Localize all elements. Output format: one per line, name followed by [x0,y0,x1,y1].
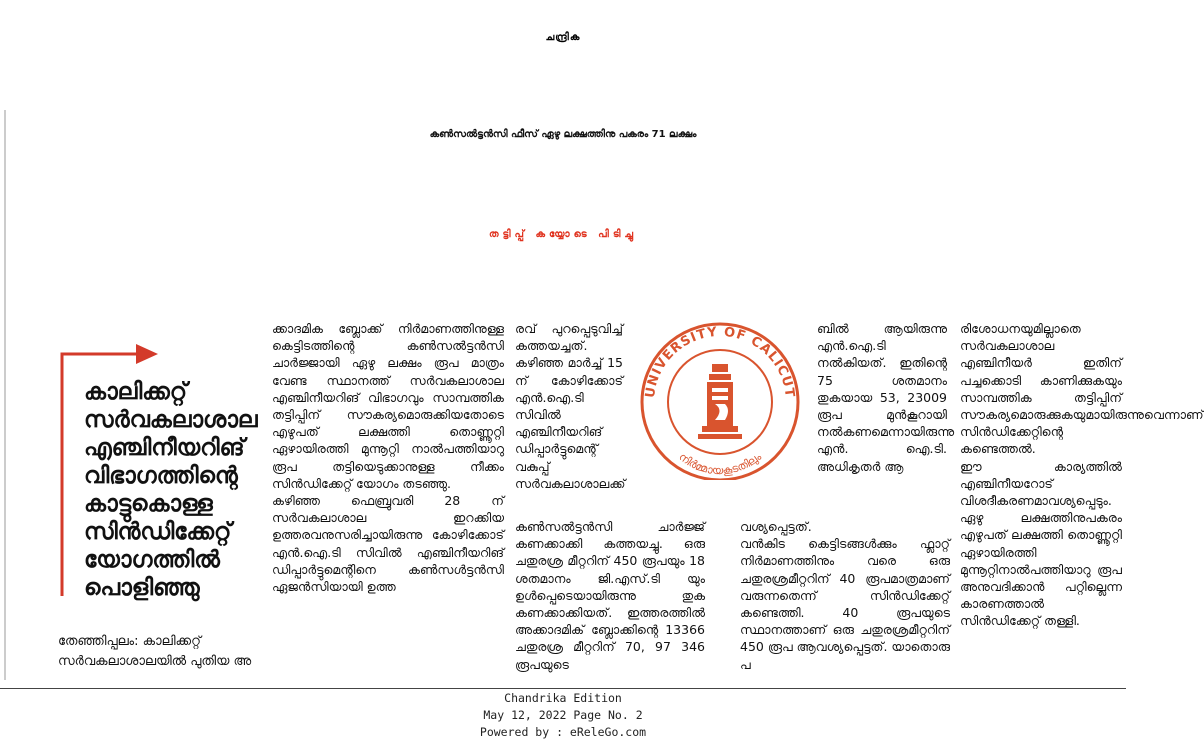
footer-powered-by: Powered by : eReleGo.com [479,725,647,739]
footer [0,690,1126,741]
article-column-1: ക്കാദമിക ബ്ലോക്ക് നിർമാണത്തിനുള്ള കെട്ടിടത്തിന്റെ കൺസൽട്ടൻസി ചാർജ്ജായി ഏഴു ലക്ഷം രൂപ മാത്രം വേണ്ട സ്ഥാനത്ത് സർവകലാശാല എഞ്ചിനീയറിങ് വിഭാഗവും സാമ്പത്തിക തട്ടിപ്പിന് സൗകര്യമൊരുക്കിയതോടെ എഴുപത് ലക്ഷത്തി തൊണ്ണൂറ്റി ഏഴായിരത്തി മുന്നൂറ്റി നാൽപത്തിയാറു രൂപ തട്ടിയെടുക്കാനുള്ള നീക്കം സിൻഡിക്കേറ്റ് യോഗം തടഞ്ഞു. കഴിഞ്ഞ ഫെബ്രുവരി 28 ന് സർവകലാശാല ഇറക്കിയ ഉത്തരവനുസരിച്ചായിരുന്നു കോഴിക്കോട് എൻ.ഐ.ടി സിവിൽ എഞ്ചിനീയറിങ് ഡിപ്പാർട്ടുമെന്റിനെ കൺസൾട്ടൻസി ഏജൻസിയായി ഉത്ത [272,321,504,595]
deck-subheadline: കാലിക്കറ്റ് സർവകലാശാല എഞ്ചിനീയറിങ് വിഭാഗത്തിന്റെ കാട്ടുകൊള്ള സിൻഡിക്കേറ്റ് യോഗത്തിൽ പൊളിഞ്ഞു [84,379,258,601]
university-seal-icon [632,320,807,480]
main-headline: തട്ടിപ്പ് കയ്യോടെ പിടിച്ചു [488,229,638,240]
article-column-2-bottom: കൺസൽട്ടൻസി ചാർജ്ജ് കണക്കാക്കി കത്തയച്ചു. ഒരു ചതുരശ്ര മീറ്ററിന് 450 രൂപയും 18 ശതമാനം ജി.എസ്.ടി യും ഉൾപ്പെടെയായിരുന്നു തുക കണക്കാക്കിയത്. ഇത്തരത്തിൽ അക്കാദമിക് ബ്ലോക്കിന്റെ 13366 ചതുരശ്ര മീറ്ററിന് 70, 97 346 രൂപയുടെ [515,519,705,672]
dateline-text: തേഞ്ഞിപ്പലം: കാലിക്കറ്റ് സർവകലാശാലയിൽ പുതിയ അ [58,634,252,669]
footer-date-page: May 12, 2022 Page No. 2 [483,708,643,722]
seal-top-text: UNIVERSITY OF CALICUT [642,324,797,399]
article-column-3-top: ബിൽ ആയിരുന്നു എൻ.ഐ.ടി നൽകിയത്. ഇതിന്റെ 75 ശതമാനം തുകയായ 53, 23009 രൂപ മുൻകൂറായി നൽകണമെന്നായിരുന്നു എൻ. ഐ.ടി. അധികൃതർ ആ [817,321,955,474]
masthead-logo: ചന്ദ്രിക [545,32,581,43]
article-column-2-top: രവ് പുറപ്പെടുവിച്ച് കത്തയച്ചത്. കഴിഞ്ഞ മാർച്ച് 15 ന് കോഴിക്കോട് എൻ.ഐ.ടി സിവിൽ എഞ്ചിനീയറിങ് ഡിപ്പാർട്ടുമെന്റ് വകുപ്പ് സർവകലാശാലക്ക് [515,321,626,491]
article-column-4: രിശോധനയുമില്ലാതെ സർവകലാശാല എഞ്ചിനീയർ ഇതിന് പച്ചക്കൊടി കാണിക്കുകയും സാമ്പത്തിക തട്ടിപ്പിന് സൗകര്യമൊരുക്കുകയുമായിരുന്നുവെന്നാണ് സിൻഡിക്കേറ്റിന്റെ കണ്ടെത്തൽ. ഈ കാര്യത്തിൽ എഞ്ചിനീയറോട് വിശദീകരണമാവശ്യപ്പെടും. ഏഴു ലക്ഷത്തിനുപകരം എഴുപത് ലക്ഷത്തി തൊണ്ണൂറ്റി ഏഴായിരത്തി മുന്നൂറ്റിനാൽപത്തിയാറു രൂപ അനുവദിക്കാൻ പറ്റില്ലെന്ന കാരണത്താൽ സിൻഡിക്കേറ്റ് തള്ളി. [960,321,1204,629]
left-rule [4,110,6,680]
footer-edition: Chandrika Edition [504,691,622,705]
article-column-3-bottom: വശ്യപ്പെട്ടത്. വൻകിട കെട്ടിടങ്ങൾക്കും ഫ്ലാറ്റ് നിർമാണത്തിനും വരെ ഒരു ചതുരശ്രമീറ്ററിന് 40 രൂപമാത്രമാണ് വരുന്നതെന്ന് സിൻഡിക്കേറ്റ് കണ്ടെത്തി. 40 രൂപയുടെ സ്ഥാനത്താണ് ഒരു ചതുരശ്രമീറ്ററിന് 450 രൂപ ആവശ്യപ്പെട്ടത്. യാതൊരു പ [740,519,950,672]
kicker-headline: കൺസൽട്ടൻസി ഫീസ് ഏഴു ലക്ഷത്തിനു പകരം 71 ലക്ഷം [429,129,697,140]
seal-bottom-text: നിർമ്മായകൂടതിലും [676,450,764,478]
footer-rule [0,688,1126,689]
